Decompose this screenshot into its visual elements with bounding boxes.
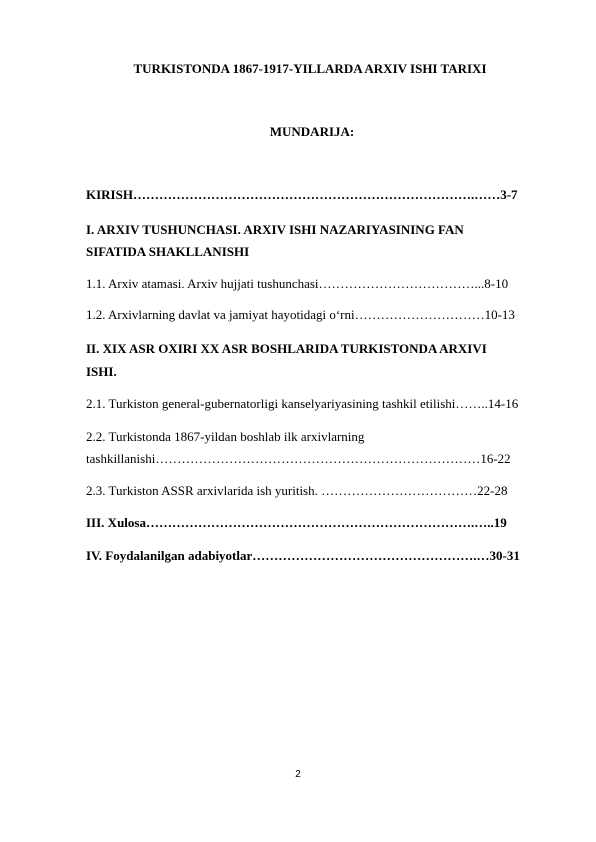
toc-section-1-title-cont: SIFATIDA SHAKLLANISHI: [86, 244, 250, 259]
page-number: 2: [295, 769, 301, 780]
toc-entry-xulosa: III. Xulosa………………………………………………………………….…..19: [86, 515, 507, 530]
toc-entry-2-2-cont: tashkillanishi…………………………………………………………………16-22: [86, 451, 511, 466]
toc-entry-kirish: KIRISH…………………………………………………………………….……3-7: [86, 187, 518, 202]
toc-entry-1-1: 1.1. Arxiv atamasi. Arxiv hujjati tushunchasi………………………………...8-10: [86, 276, 509, 291]
toc-section-2-title: II. XIX ASR OXIRI XX ASR BOSHLARIDA TURKISTONDA ARXIVI: [86, 341, 487, 356]
toc-entry-2-1: 2.1. Turkiston general-gubernatorligi kanselyariyasining tashkil etilishi……..14-16: [86, 396, 519, 411]
toc-entry-2-3: 2.3. Turkiston ASSR arxivlarida ish yuritish. ………………………………22-28: [86, 483, 508, 498]
toc-entry-1-2: 1.2. Arxivlarning davlat va jamiyat hayotidagi o‘rni…………………………10-13: [86, 307, 515, 322]
document-title: TURKISTONDA 1867-1917-YILLARDA ARXIV ISHI TARIXI: [133, 61, 487, 76]
toc-heading: MUNDARIJA:: [269, 124, 355, 139]
toc-entry-2-2: 2.2. Turkistonda 1867-yildan boshlab ilk arxivlarning: [86, 429, 365, 444]
toc-section-1-title: I. ARXIV TUSHUNCHASI. ARXIV ISHI NAZARIYASINING FAN: [86, 222, 464, 237]
toc-entry-adabiyotlar: IV. Foydalanilgan adabiyotlar…………………………………………….…30-31: [86, 548, 520, 563]
toc-section-2-title-cont: ISHI.: [86, 364, 117, 379]
